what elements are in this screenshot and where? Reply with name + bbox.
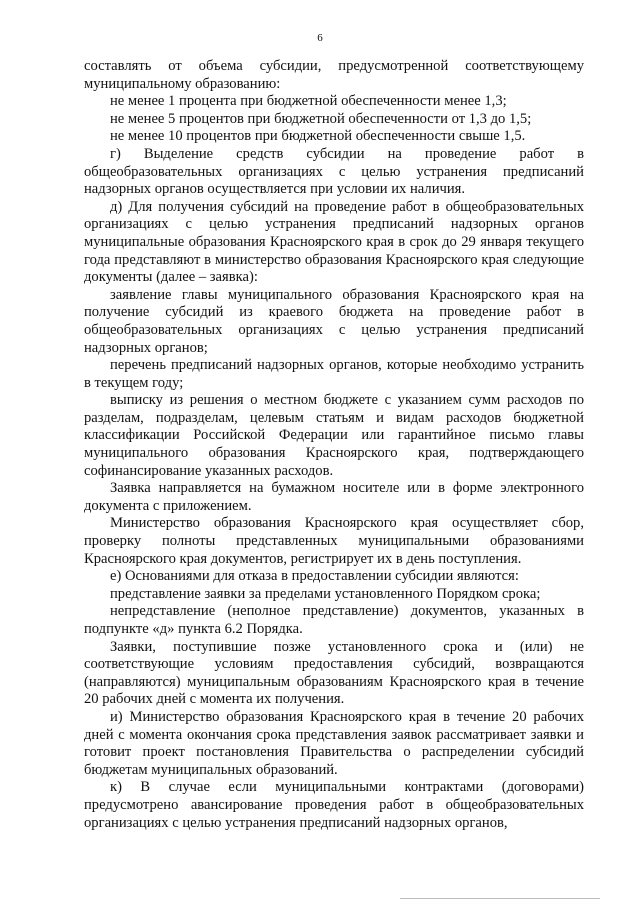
- paragraph: Заявка направляется на бумажном носителе или в форме электронного документа с приложением.: [84, 480, 584, 514]
- paragraph: г) Выделение средств субсидии на проведение работ в общеобразовательных организациях с целью устранения предписаний надзорных органов осуществляется при условии их наличия.: [84, 145, 584, 198]
- paragraph: не менее 5 процентов при бюджетной обеспеченности от 1,3 до 1,5;: [110, 110, 532, 127]
- paragraph: Заявки, поступившие позже установленного срока и (или) не соответствующие условиям предоставления субсидий, возвращаются (направляются) муниципальным образованиям Красноярского края в течение 20 рабочих дней с момента их получения.: [84, 638, 584, 708]
- paragraph: и) Министерство образования Красноярского края в течение 20 рабочих дней с момента окончания срока представления заявок рассматривает заявки и готовит проект постановления Правительства о распределении субсидий бюджетам муниципальных образований.: [84, 708, 584, 778]
- document-body: [84, 58, 584, 832]
- paragraph: к) В случае если муниципальными контрактами (договорами) предусмотрено авансирование проведения работ в общеобразовательных организациях с целью устранения предписаний надзорных органов,: [84, 779, 584, 831]
- paragraph: д) Для получения субсидий на проведение работ в общеобразовательных организациях с целью устранения предписаний надзорных органов муниципальные образования Красноярского края в срок до 29 января текущего года представляют в министерство образования Красноярского края следующие документы (далее – заявка):: [84, 198, 584, 286]
- paragraph: не менее 1 процента при бюджетной обеспеченности менее 1,3;: [110, 93, 507, 110]
- paragraph: перечень предписаний надзорных органов, которые необходимо устранить в текущем году;: [84, 357, 584, 391]
- paragraph: Министерство образования Красноярского края осуществляет сбор, проверку полноты представленных муниципальными образованиями Красноярского края документов, регистрирует их в день поступления.: [84, 515, 584, 567]
- paragraph: представление заявки за пределами установленного Порядком срока;: [110, 585, 541, 602]
- paragraph: е) Основаниями для отказа в предоставлении субсидии являются:: [110, 568, 519, 585]
- paragraph: заявление главы муниципального образования Красноярского края на получение субсидий из краевого бюджета на проведение работ в общеобразовательных организациях с целью устранения предписаний надзорных органов;: [84, 286, 584, 356]
- scan-edge-line: [400, 898, 600, 899]
- paragraph: составлять от объема субсидии, предусмотренной соответствующему муниципальному образованию:: [84, 58, 584, 92]
- page-number: 6: [317, 32, 323, 44]
- paragraph: непредставление (неполное представление) документов, указанных в подпункте «д» пункта 6.2 Порядка.: [84, 603, 584, 637]
- paragraph: не менее 10 процентов при бюджетной обеспеченности свыше 1,5.: [110, 128, 526, 145]
- paragraph: выписку из решения о местном бюджете с указанием сумм расходов по разделам, подразделам, целевым статьям и видам расходов бюджетной классификации Российской Федерации или гарантийное письмо главы муниципального образования Красноярского края, подтверждающего софинансирование указанных расходов.: [84, 392, 584, 479]
